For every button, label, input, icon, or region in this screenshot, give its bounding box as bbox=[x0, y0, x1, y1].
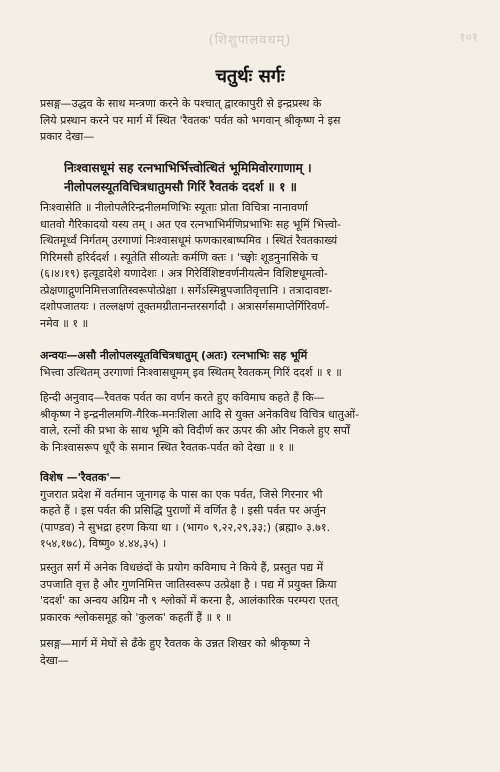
canto-title: चतुर्थः सर्गः bbox=[215, 66, 285, 87]
commentary-line: गिरिमसौ हरिर्ददर्श । स्यूतेति सीव्यतेः कर्मणि क्तः । 'च्छ्वोः शूडनुनासिके च bbox=[40, 250, 319, 264]
verse-1 bbox=[64, 159, 484, 197]
commentary-line: धातवो गैरिकादयो यस्य तम् । अत एव रत्नभाभिर्मणिप्रभाभिः सह भूमिं भित्त्वो- bbox=[40, 217, 342, 231]
prasang-line: प्रकार देखा— bbox=[40, 130, 95, 143]
vishesh-line: १५४,१७८), विष्णु० ४.४४,३५) । bbox=[40, 537, 167, 550]
show-through-header: (शिशुपालवधम्) bbox=[208, 33, 292, 48]
verse-line: निःश्वासधूमं सह रत्नभाभिर्भित्त्वोत्थितं भूमिमिवोरगाणाम् । bbox=[64, 161, 312, 175]
commentary-line: निःश्वासेति ॥ नीलोपलैरिन्द्रनीलमणिभिः स्यूताः प्रोता विचित्रा नानावर्णा bbox=[40, 201, 308, 214]
hindi-line: श्रीकृष्ण ने इन्द्रनीलमणि-गैरिक-मनःशिला आदि से युक्त अनेकविध विचित्र धातुओं- bbox=[40, 407, 360, 421]
verse-line: नीलोपलस्यूतविचित्रधातुमसौ गिरिं रैवतकं ददर्श ॥ १ ॥ bbox=[64, 180, 297, 194]
anvaya-line: भित्त्वा उत्थितम् उरगाणां निःश्वासधूमम् इव स्थितम् रैवतकम् गिरिं ददर्श ॥ १ ॥ bbox=[40, 365, 342, 379]
commentary-line: दशोपजातयः । तल्लक्षणं तूक्तमग्रीतानन्तरसर्गादौ । अत्रासर्गसमाप्तेर्गिरिवर्ण- bbox=[40, 300, 330, 313]
prasang-line: प्रसङ्ग—उद्धव के साथ मन्त्रणा करने के पश्चात् द्वारकापुरी से इन्द्रप्रस्थ के bbox=[40, 97, 322, 110]
commentary-line: नमेव ॥ १ ॥ bbox=[40, 316, 89, 330]
vishesh-heading: विशेष —'रैवतक'— bbox=[40, 471, 121, 484]
prasang-line: लिये प्रस्थान करने पर मार्ग में स्थित 'रैवतक' पर्वत को भगवान् श्रीकृष्ण ने इस bbox=[40, 113, 341, 127]
anvaya-line: अन्वयः—असौ नीलोपलस्यूतविचित्रधातुम् (अतः) रत्नभाभिः सह भूमिं bbox=[40, 349, 308, 362]
notes-line: 'ददर्श' का अन्वय अग्रिम नौ ९ श्लोकों में करना है, आलंकारिक परम्परा एतत् bbox=[40, 594, 338, 607]
commentary-line: त्थितमूर्ध्वं निर्गतम् उरगाणां निःश्वासधूमं फणकारबाष्पमिव । स्थितं रैवतकाख्यं bbox=[40, 234, 338, 247]
show-through-page-number: १०१ bbox=[459, 30, 478, 44]
vishesh-line: कहते हैं । इस पर्वत की प्रसिद्धि पुराणों में वर्णित है । इसी पर्वत पर अर्जुन bbox=[40, 504, 326, 517]
vishesh-line: गुजरात प्रदेश में वर्तमान जूनागढ़ के पास का एक पर्वत, जिसे गिरनार भी bbox=[40, 487, 323, 501]
vishesh-line: (पाण्डव) ने सुभद्रा हरण किया था । (भाग० ९,२२,२९,३३;) (ब्रह्मा० ३.७१. bbox=[40, 520, 331, 534]
notes-paragraph bbox=[40, 560, 480, 626]
vishesh-section bbox=[40, 470, 480, 553]
hindi-line: के निःश्वासरूप धूएँ के समान स्थित रैवतक-पर्वत को देखा ॥ १ ॥ bbox=[40, 440, 295, 454]
hindi-translation bbox=[40, 390, 480, 456]
prasang-next-line: देखा— bbox=[40, 653, 69, 667]
notes-line: प्रकारक श्लोकसमूह को 'कुलक' कहतीं हैं ॥ १ ॥ bbox=[40, 610, 232, 624]
notes-line: प्रस्तुत सर्ग में अनेक विधछंदों के प्रयोग कविमाघ ने किये हैं, प्रस्तुत पद्य में bbox=[40, 561, 324, 574]
sanskrit-commentary bbox=[40, 200, 480, 332]
prasang-next-line: प्रसङ्ग—मार्ग में मेघों से ढँके हुए रैवतक के उन्नत शिखर को श्रीकृष्ण ने bbox=[40, 637, 310, 650]
commentary-line: (६।४।१९) इत्यूडादेशे यणादेशः । अत्र गिरेर्विशिष्टवर्णनीयत्वेन विशिष्टधूमत्वो- bbox=[40, 267, 328, 280]
commentary-line: त्प्रेक्षणाद्गुणनिमित्तजातिस्वरूपोत्प्रेक्षा । सर्गेऽस्मिन्नुपजातिवृत्तानि । तत्रादावष्टा- bbox=[40, 283, 333, 297]
hindi-line: हिन्दी अनुवाद—रैवतक पर्वत का वर्णन करते हुए कविमाघ कहते हैं कि— bbox=[40, 391, 325, 404]
prasang-intro bbox=[40, 96, 480, 146]
prasang-next bbox=[40, 636, 480, 669]
hindi-line: वाले, रत्नों की प्रभा के साथ भूमि को विदीर्ण कर ऊपर की ओर निकले हुए सर्पों bbox=[40, 424, 350, 437]
notes-line: उपजाति वृत्त है और गुणनिमित्त जातिस्वरूप उत्प्रेक्षा है । पद्य में प्रयुक्त क्रिया bbox=[40, 577, 337, 591]
anvaya-section bbox=[40, 348, 480, 381]
